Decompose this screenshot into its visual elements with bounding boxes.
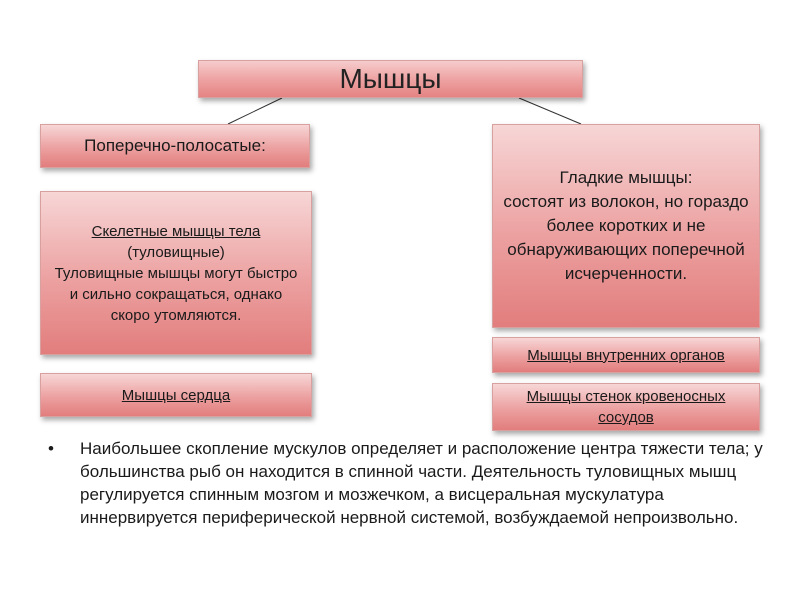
bullet-text: Наибольшее скопление мускулов определяет и расположение центра тяжести тела; у большинства рыб он находится в спинной части. Деятельность туловищных мышц регулируется спинным мозгом и мозжечком, а висцеральная мускулатура иннервируется периферической нервной системой, возбуждаемой непроизвольно. xyxy=(80,439,763,527)
diagram-title: Мышцы xyxy=(339,63,442,94)
vessel-walls-box xyxy=(492,383,760,431)
bullet-marker: • xyxy=(48,439,54,458)
heart-muscles-label: Мышцы сердца xyxy=(121,386,231,404)
heart-muscles-box xyxy=(40,373,312,417)
diagram-title-box xyxy=(198,60,583,98)
striated-label: Поперечно-полосатые: xyxy=(84,136,266,155)
smooth-category-box xyxy=(492,124,760,328)
internal-organs-label: Мышцы внутренних органов xyxy=(527,346,725,364)
skeletal-description: Туловищные мышцы могут быстро и сильно сокращаться, однако скоро утомляются. xyxy=(54,264,298,324)
striated-category-box xyxy=(40,124,310,168)
skeletal-heading: Скелетные мышцы тела xyxy=(91,222,261,240)
bullet-paragraph xyxy=(48,437,768,529)
skeletal-muscles-box xyxy=(40,191,312,355)
skeletal-subheading: (туловищные) xyxy=(127,243,225,261)
vessel-walls-label: Мышцы стенок кровеносных сосудов xyxy=(526,388,726,426)
smooth-label: Гладкие мышцы: xyxy=(559,168,693,187)
connector-left xyxy=(228,98,282,124)
connector-right xyxy=(519,98,581,124)
smooth-description: состоят из волокон, но гораздо более коротких и не обнаруживающих поперечной исчерченности. xyxy=(503,192,749,283)
internal-organs-box xyxy=(492,337,760,373)
